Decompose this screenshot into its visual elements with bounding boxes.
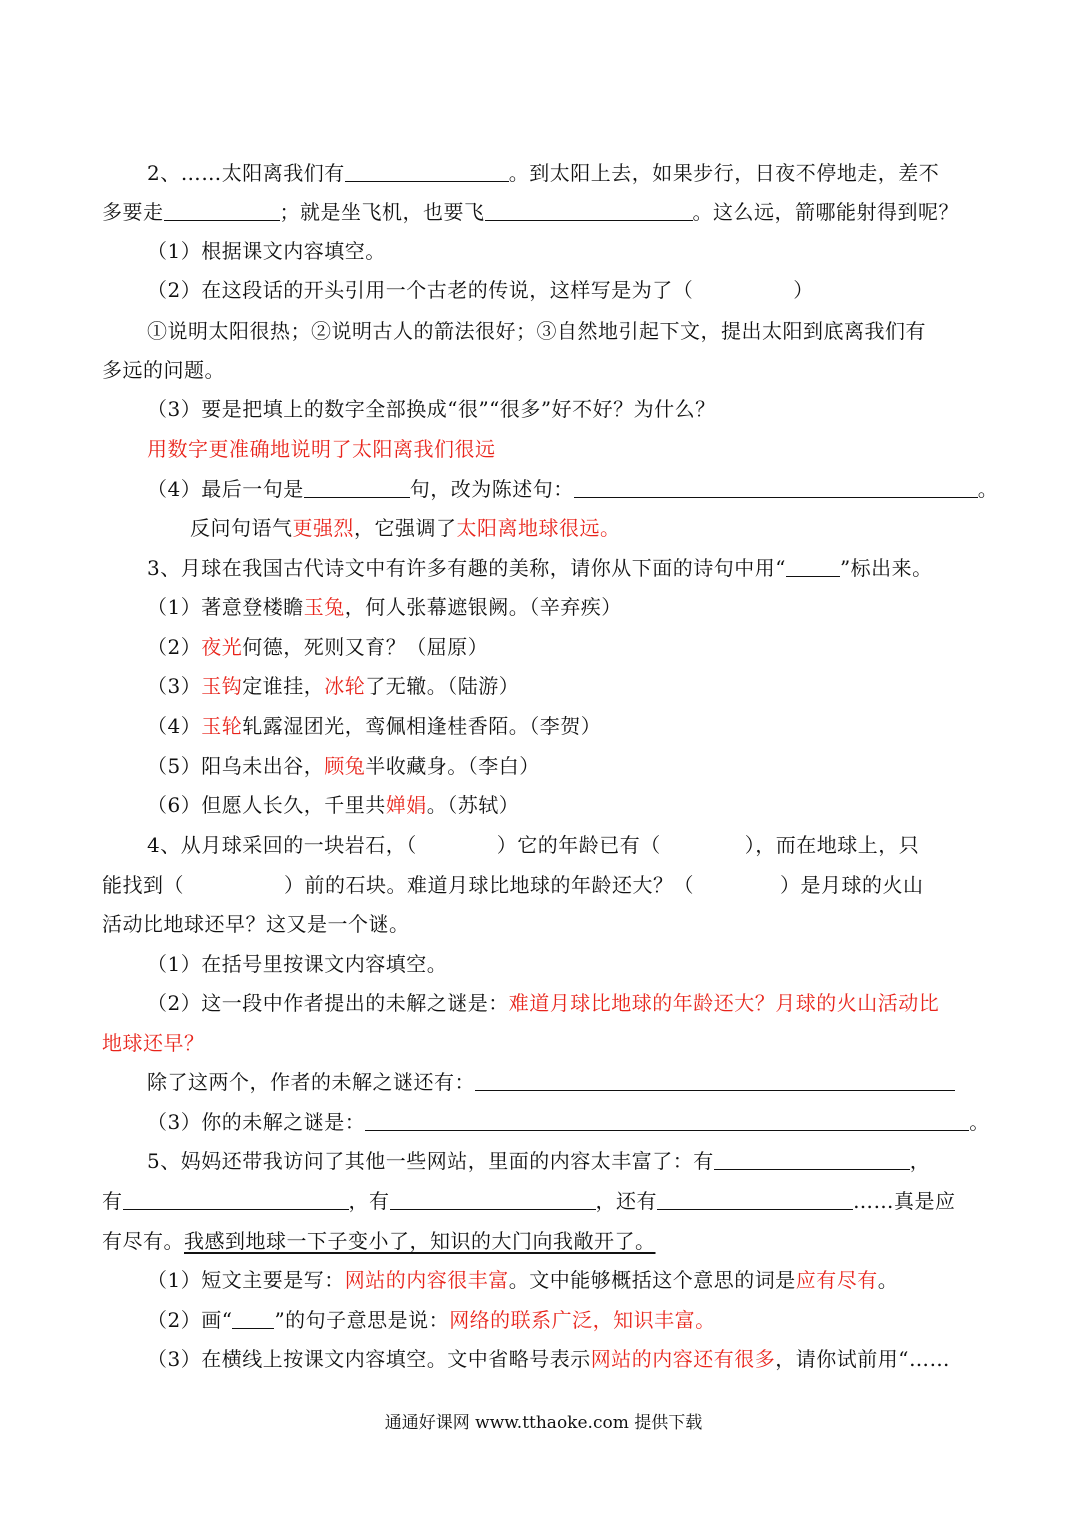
q4-sub-2-more: 除了这两个，作者的未解之谜还有： (147, 1069, 987, 1095)
q5-line-2: 有 ，有 ，还有 ……真是应 (102, 1189, 956, 1213)
q4-line-2: 能找到（ ）前的石块。难道月球比地球的年龄还大？（ ）是月球的火山 (102, 873, 924, 897)
q2-answer-3: 用数字更准确地说明了太阳离我们很远 (147, 437, 496, 461)
q3-poem-4: （4）玉轮轧露湿团光，鸾佩相逢桂香陌。（李贺） (147, 714, 602, 738)
q5-sub-2: （2）画“ ”的句子意思是说：网络的联系广泛，知识丰富。 (147, 1308, 716, 1332)
q2-sub-3: （3）要是把填上的数字全部换成“很”“很多”好不好？为什么？ (147, 397, 716, 421)
fill-blank[interactable] (390, 1191, 596, 1210)
fill-blank[interactable] (365, 1112, 969, 1131)
fill-blank[interactable] (304, 479, 410, 498)
q3-poem-1: （1）著意登楼瞻玉兔，何人张幕遮银阙。（辛弃疾） (147, 595, 622, 619)
mark-line-sample (786, 558, 840, 577)
q4-sub-2-cont: 地球还早？ (102, 1031, 205, 1055)
q2-sub-4: （4）最后一句是 句，改为陈述句： 。 (147, 477, 999, 501)
q4-sub-2: （2）这一段中作者提出的未解之谜是：难道月球比地球的年龄还大？月球的火山活动比 (147, 991, 940, 1015)
q5-sub-3: （3）在横线上按课文内容填空。文中省略号表示网站的内容还有很多，请你试前用“…… (147, 1347, 950, 1371)
q2-line-2: 多要走 ；就是坐飞机，也要飞 。这么远，箭哪能射得到呢？ (102, 200, 959, 224)
q3-poem-5: （5）阳乌未出谷，顾兔半收藏身。（李白） (147, 754, 540, 778)
fill-blank[interactable] (657, 1191, 853, 1210)
q3-poem-2: （2）夜光何德，死则又育？（屈原） (147, 635, 489, 659)
q2-options-1: ①说明太阳很热；②说明古人的箭法很好；③自然地引起下文，提出太阳到底离我们有 (147, 319, 926, 343)
mark-line-sample (232, 1310, 274, 1329)
q5-sub-1: （1）短文主要是写：网站的内容很丰富。文中能够概括这个意思的词是应有尽有。 (147, 1268, 899, 1292)
q4-line-3: 活动比地球还早？这又是一个谜。 (102, 912, 410, 936)
q4-sub-3: （3）你的未解之谜是： 。 (147, 1110, 990, 1134)
q2-sub-1: （1）根据课文内容填空。 (147, 239, 386, 263)
q3-poem-6: （6）但愿人长久，千里共婵娟。（苏轼） (147, 793, 520, 817)
q2-sub-2: （2）在这段话的开头引用一个古老的传说，这样写是为了（ ） (147, 278, 814, 302)
q3-poem-3: （3）玉钩定谁挂，冰轮了无辙。（陆游） (147, 674, 520, 698)
fill-blank[interactable] (574, 479, 978, 498)
q5-line-1: 5、妈妈还带我访问了其他一些网站，里面的内容太丰富了：有 ， (147, 1149, 931, 1173)
underlined-sentence: 我感到地球一下子变小了，知识的大门向我敞开了。 (184, 1229, 656, 1253)
q4-sub-1: （1）在括号里按课文内容填空。 (147, 952, 448, 976)
fill-blank[interactable] (485, 202, 693, 221)
page-footer: 通通好课网 www.tthaoke.com 提供下载 (384, 1413, 703, 1433)
q2-line-1: 2、……太阳离我们有 。到太阳上去，如果步行，日夜不停地走，差不 (147, 161, 940, 185)
q5-line-3: 有尽有。我感到地球一下子变小了，知识的大门向我敞开了。 (102, 1229, 656, 1253)
fill-blank[interactable] (714, 1151, 910, 1170)
q2-options-2: 多远的问题。 (102, 358, 225, 382)
q3-title: 3、月球在我国古代诗文中有许多有趣的美称，请你从下面的诗句中用“ ”标出来。 (147, 556, 933, 580)
fill-blank[interactable] (164, 202, 280, 221)
fill-blank[interactable] (475, 1072, 955, 1091)
q4-line-1: 4、从月球采回的一块岩石，（ ）它的年龄已有（ ），而在地球上，只 (147, 833, 920, 857)
fill-blank[interactable] (345, 163, 509, 182)
fill-blank[interactable] (123, 1191, 349, 1210)
q2-answer-4: 反问句语气更强烈，它强调了太阳离地球很远。 (190, 516, 621, 540)
